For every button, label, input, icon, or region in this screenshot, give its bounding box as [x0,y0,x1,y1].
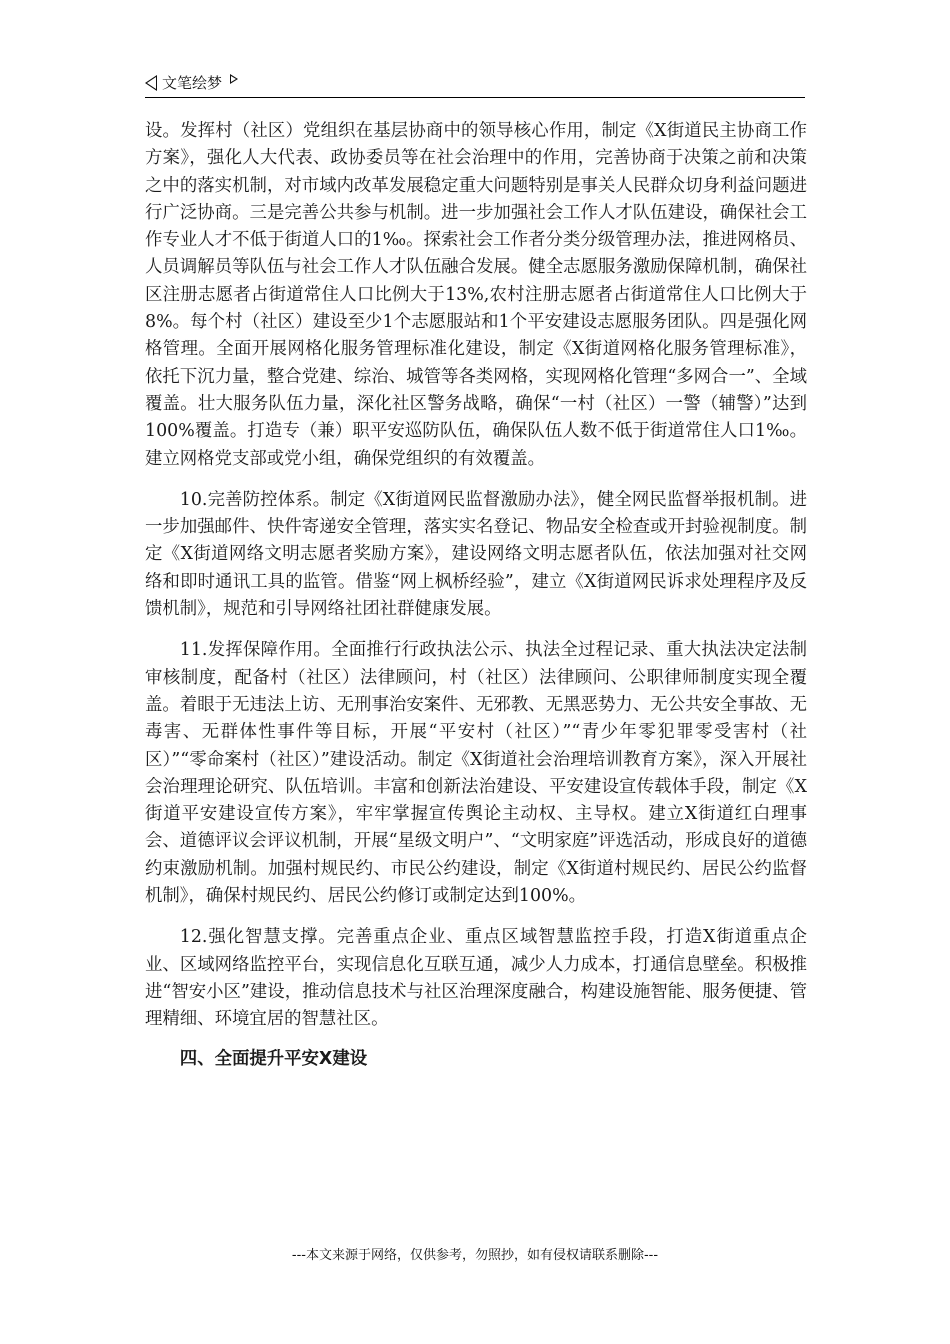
page-header [145,66,805,98]
triangle-left-icon [145,75,157,91]
paragraph-item-12: 12.强化智慧支撑。完善重点企业、重点区域智慧监控手段，打造X街道重点企业、区域网络监控平台，实现信息化互联互通，减少人力成本，打通信息壁垒。积极推进“智安小区”建设，推动信息技术与社区治理深度融合，构建设施智能、服务便捷、管理精细、环境宜居的智慧社区。 [145,927,807,1030]
paragraph-continuation: 设。发挥村（社区）党组织在基层协商中的领导核心作用，制定《X街道民主协商工作方案》，强化人大代表、政协委员等在社会治理中的作用，完善协商于决策之前和决策之中的落实机制，对市域内改革发展稳定重大问题特别是事关人民群众切身利益问题进行广泛协商。三是完善公共参与机制。进一步加强社会工作人才队伍建设，确保社会工作专业人才不低于街道人口的1‰。探索社会工作者分类分级管理办法，推进网格员、人员调解员等队伍与社会工作人才队伍融合发展。健全志愿服务激励保障机制，确保社区注册志愿者占街道常住人口比例大于13%,农村注册志愿者占街道常住人口比例大于8%。每个村（社区）建设至少1个志愿服站和1个平安建设志愿服务团队。四是强化网格管理。全面开展网格化服务管理标准化建设，制定《X街道网格化服务管理标准》，依托下沉力量，整合党建、综治、城管等各类网格，实现网格化管理“多网合一”、全域覆盖。壮大服务队伍力量，深化社区警务战略，确保“一村（社区）一警（辅警）”达到100%覆盖。打造专（兼）职平安巡防队伍，确保队伍人数不低于街道常住人口1‰。建立网格党支部或党小组，确保党组织的有效覆盖。 [145,121,807,469]
section-heading: 四、全面提升平安X建设 [179,1048,368,1069]
triangle-right-icon [230,74,238,84]
paragraph-item-11: 11.发挥保障作用。全面推行行政执法公示、执法全过程记录、重大执法决定法制审核制度，配备村（社区）法律顾问，村（社区）法律顾问、公职律师制度实现全覆盖。着眼于无违法上访、无刑事治安案件、无邪教、无黑恶势力、无公共安全事故、无毒害、无群体性事件等目标，开展“平安村（社区）”“青少年零犯罪零受害村（社区）”“零命案村（社区）”建设活动。制定《X街道社会治理培训教育方案》，深入开展社会治理理论研究、队伍培训。丰富和创新法治建设、平安建设宣传载体手段，制定《X街道平安建设宣传方案》，牢牢掌握宣传舆论主动权、主导权。建立X街道红白理事会、道德评议会评议机制，开展“星级文明户”、“文明家庭”评选活动，形成良好的道德约束激励机制。加强村规民约、市民公约建设，制定《X街道村规民约、居民公约监督机制》，确保村规民约、居民公约修订或制定达到100%。 [145,640,807,907]
header-title: 文笔绘梦 [162,74,223,92]
paragraph-item-10: 10.完善防控体系。制定《X街道网民监督激励办法》，健全网民监督举报机制。进一步加强邮件、快件寄递安全管理，落实实名登记、物品安全检查或开封验视制度。制定《X街道网络文明志愿者奖励方案》，建设网络文明志愿者队伍，依法加强对社交网络和即时通讯工具的监管。借鉴“网上枫桥经验”，建立《X街道网民诉求处理程序及反馈机制》，规范和引导网络社团社群健康发展。 [145,489,807,620]
body-text [145,118,807,1073]
footer-notice: ---本文来源于网络，仅供参考，勿照抄，如有侵权请联系删除--- [291,1248,659,1263]
